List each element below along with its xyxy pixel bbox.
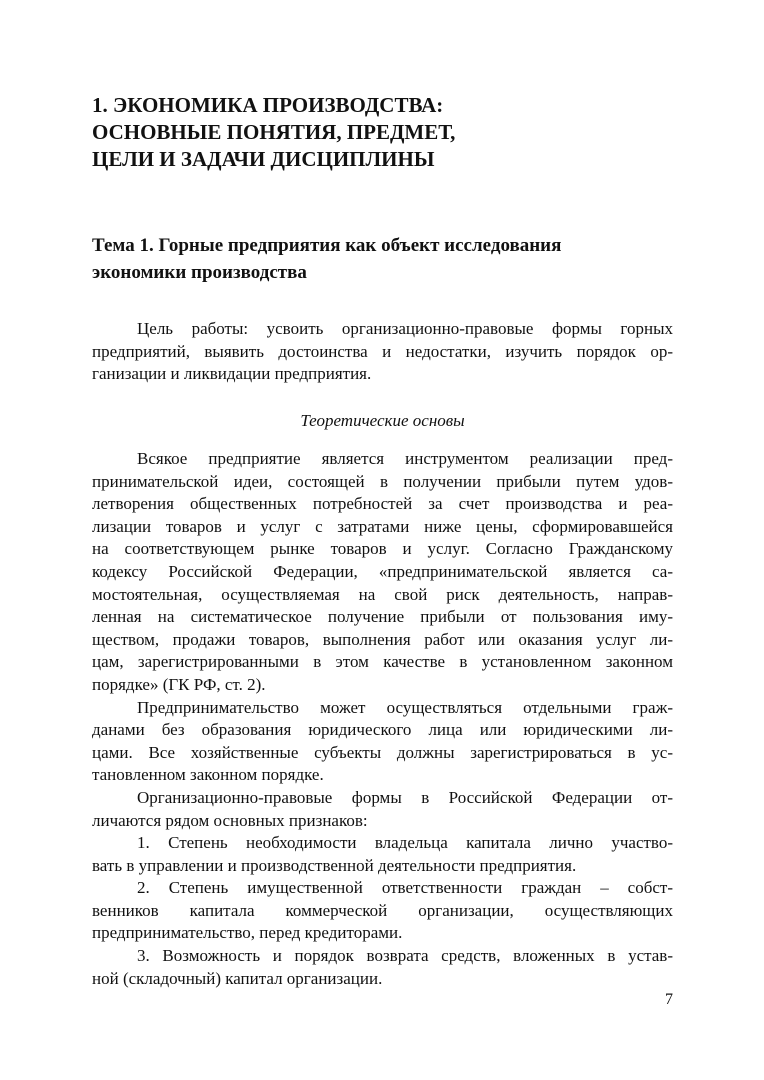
- list-item: [92, 877, 673, 945]
- goal-paragraph: [92, 318, 673, 386]
- goal-line: ганизации и ликвидации предприятия.: [92, 364, 372, 384]
- paragraph-line: ленная на систематическое получение прибыли от пользования иму-: [92, 607, 673, 627]
- goal-line: предприятий, выявить достоинства и недостатки, изучить порядок ор-: [92, 341, 673, 361]
- paragraph-line: венников капитала коммерческой организации, осуществляющих: [92, 900, 673, 920]
- paragraph-line: ной (складочный) капитал организации.: [92, 968, 383, 988]
- paragraph-line: предпринимательство, перед кредиторами.: [92, 923, 403, 943]
- paragraph-line: цами. Все хозяйственные субъекты должны зарегистрироваться в ус-: [92, 742, 673, 762]
- paragraph: [92, 697, 673, 787]
- chapter-title-line: ОСНОВНЫЕ ПОНЯТИЯ, ПРЕДМЕТ,: [92, 120, 456, 144]
- paragraph-line: порядке» (ГК РФ, ст. 2).: [92, 674, 266, 694]
- paragraph-line: ществом, продажи товаров, выполнения работ или оказания услуг ли-: [92, 629, 673, 649]
- topic-title-line: экономики производства: [92, 262, 307, 283]
- paragraph-line: личаются рядом основных признаков:: [92, 810, 368, 830]
- chapter-title-line: 1. ЭКОНОМИКА ПРОИЗВОДСТВА:: [92, 93, 444, 117]
- paragraph-line: тановленном законном порядке.: [92, 765, 324, 785]
- paragraph-line: лизации товаров и услуг с затратами ниже цены, сформировавшейся: [92, 516, 673, 536]
- paragraph-line: мостоятельная, осуществляемая на свой риск деятельность, направ-: [92, 584, 673, 604]
- goal-line: Цель работы: усвоить организационно-правовые формы горных: [137, 319, 673, 338]
- paragraph-line: 2. Степень имущественной ответственности граждан – собст-: [137, 878, 673, 898]
- paragraph-line: цам, зарегистрированными в этом качестве в установленном законном: [92, 652, 673, 672]
- list-item: [92, 832, 673, 877]
- topic-title: [92, 232, 692, 286]
- list-item: [92, 945, 673, 990]
- paragraph-line: Организационно-правовые формы в Российской Федерации от-: [137, 787, 673, 807]
- section-subheading: Теоретические основы: [300, 411, 465, 430]
- paragraph-line: данами без образования юридического лица или юридическими ли-: [92, 720, 673, 740]
- page-number: 7: [665, 991, 673, 1008]
- paragraph-line: Всякое предприятие является инструментом реализации пред-: [137, 449, 673, 468]
- paragraph-line: 3. Возможность и порядок возврата средств, вложенных в устав-: [137, 946, 673, 966]
- body-text: [92, 448, 673, 990]
- chapter-title-line: ЦЕЛИ И ЗАДАЧИ ДИСЦИПЛИНЫ: [92, 147, 435, 171]
- paragraph: [92, 448, 673, 697]
- paragraph-line: 1. Степень необходимости владельца капитала лично участво-: [137, 833, 673, 853]
- chapter-title: [92, 92, 692, 173]
- paragraph-line: принимательской идеи, состоящей в получении прибыли путем удов-: [92, 471, 673, 491]
- paragraph-line: вать в управлении и производственной деятельности предприятия.: [92, 855, 577, 875]
- paragraph-line: на соответствующем рынке товаров и услуг. Согласно Гражданскому: [92, 539, 673, 559]
- paragraph-line: летворения общественных потребностей за счет производства и реа-: [92, 494, 673, 514]
- paragraph-line: Предпринимательство может осуществляться отдельными граж-: [137, 697, 673, 717]
- paragraph: [92, 787, 673, 832]
- paragraph-line: кодексу Российской Федерации, «предпринимательской является са-: [92, 561, 673, 581]
- topic-title-line: Тема 1. Горные предприятия как объект исследования: [92, 235, 562, 256]
